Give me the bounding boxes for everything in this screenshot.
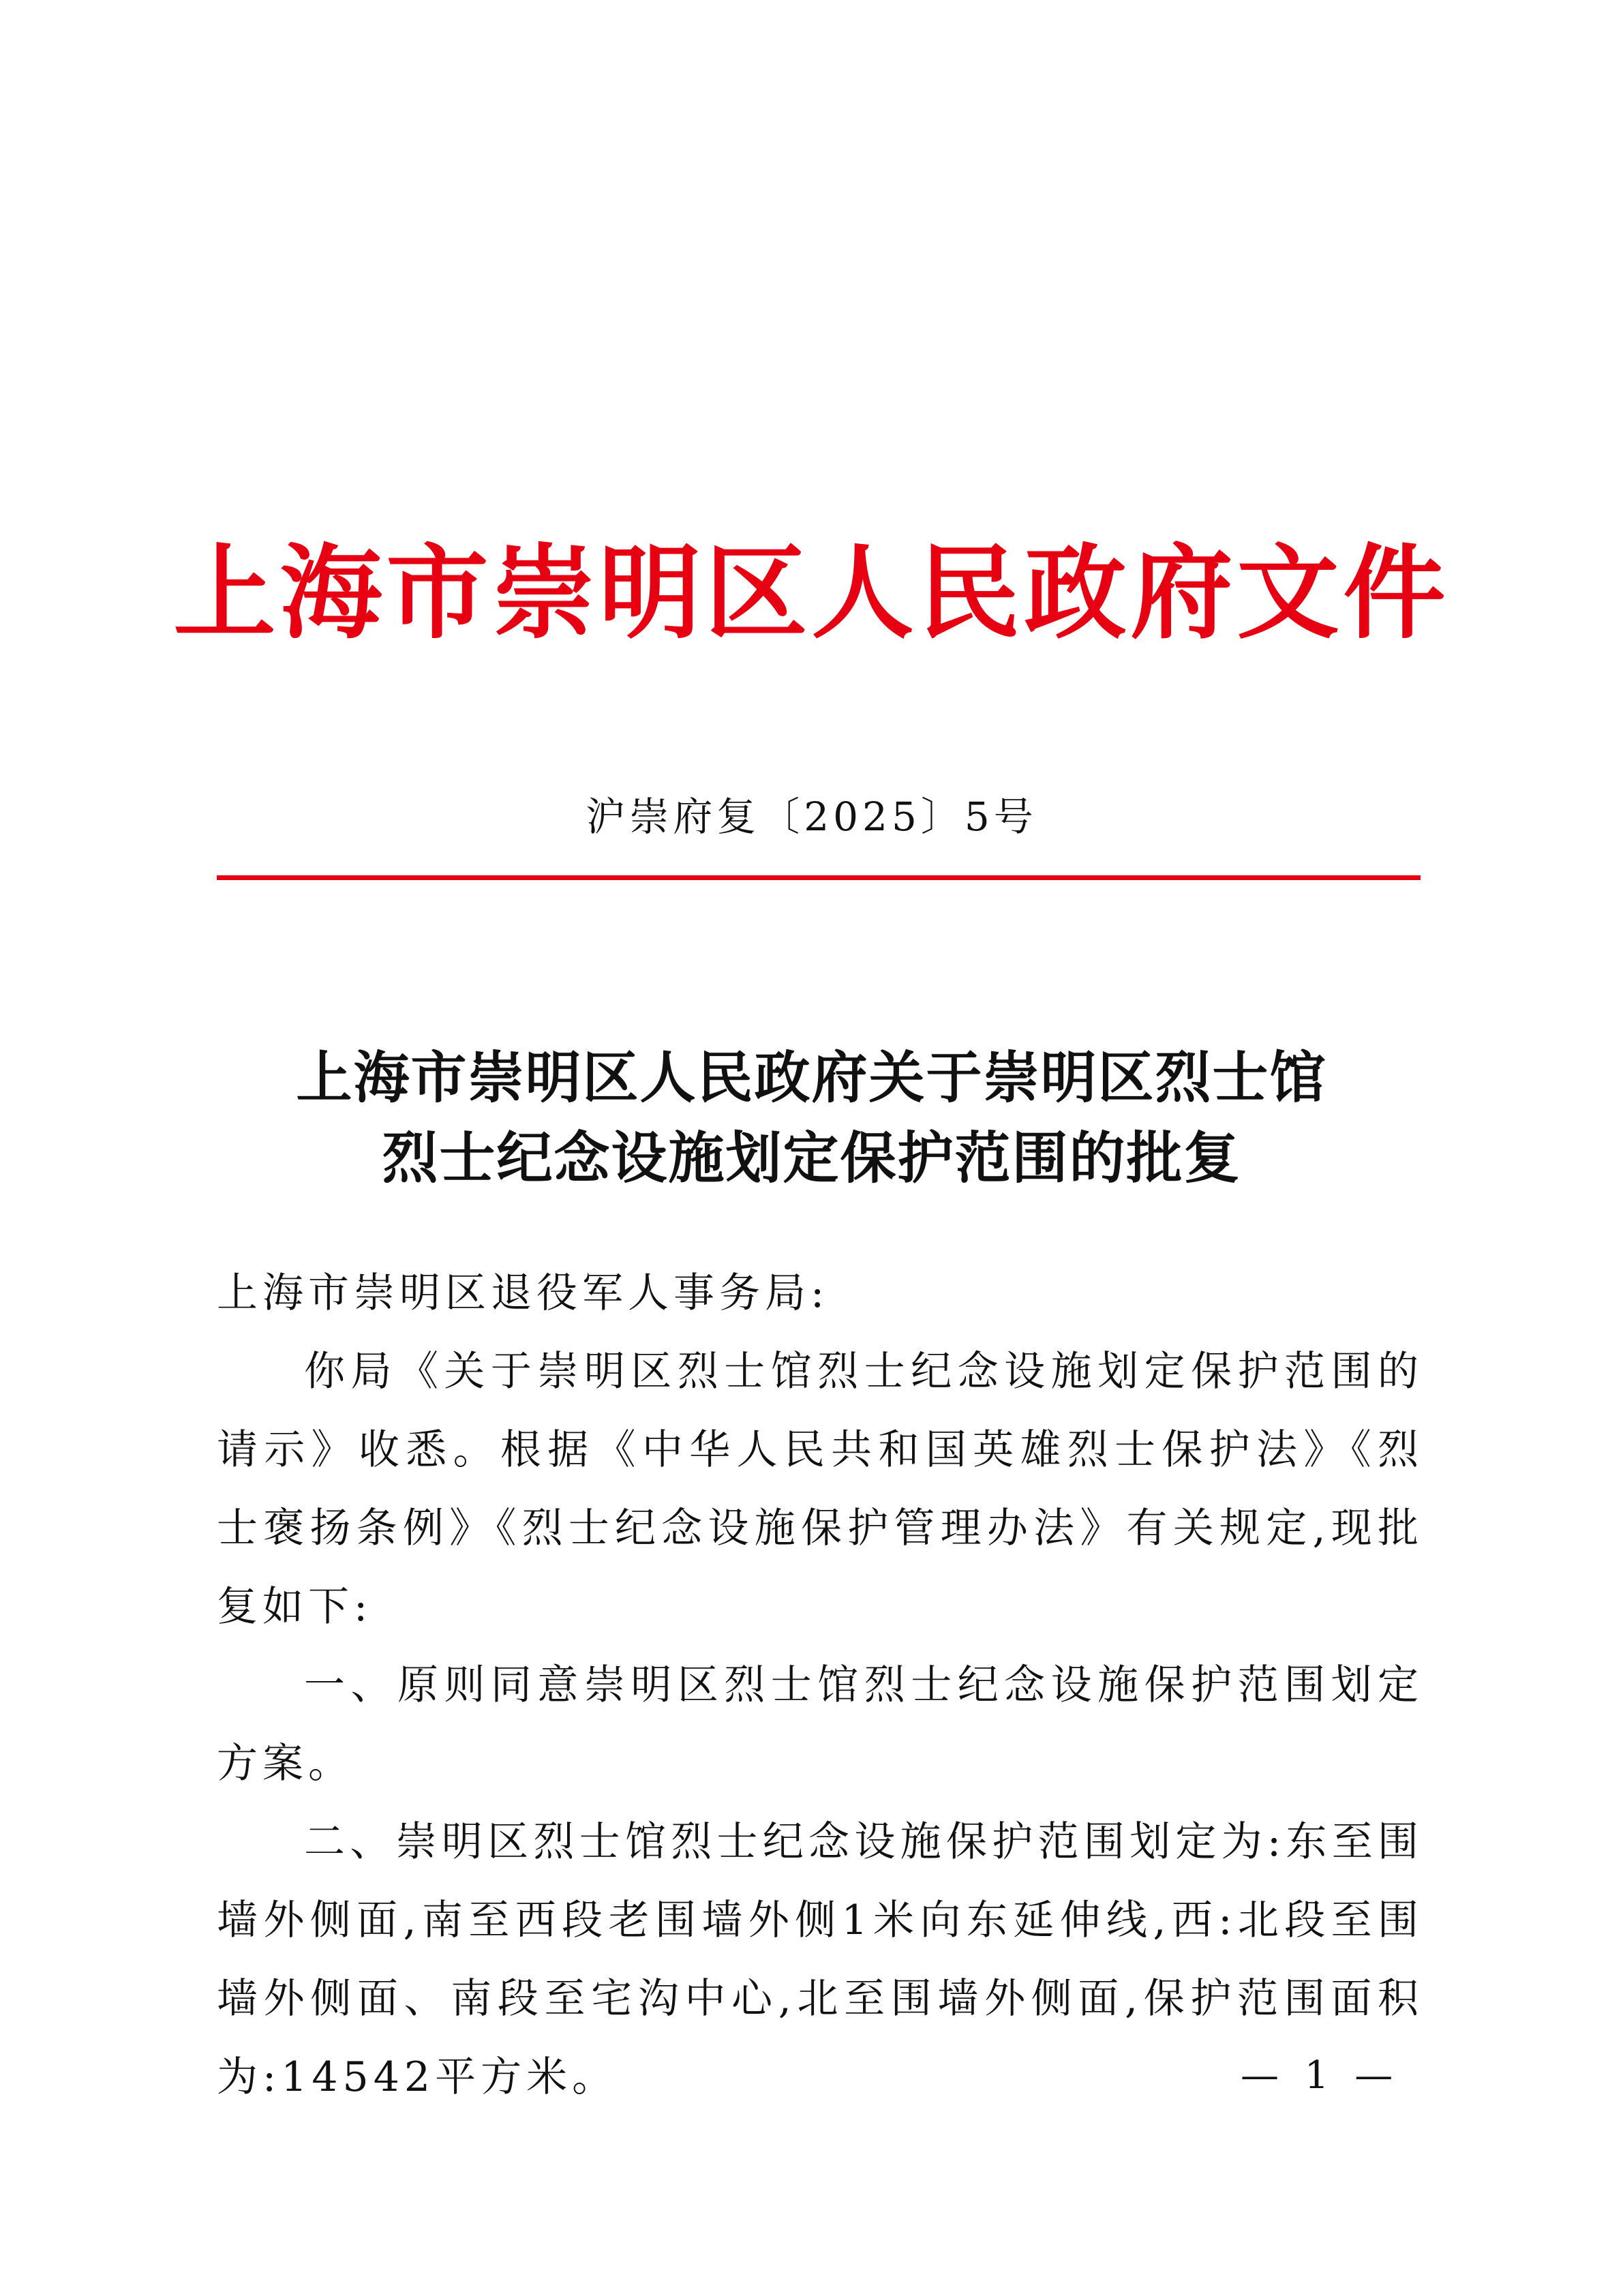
issuer-header-title: 上海市崇明区人民政府文件 bbox=[173, 533, 1450, 653]
page-number: — 1 — bbox=[1241, 2053, 1400, 2098]
addressee: 上海市崇明区退役军人事务局: bbox=[217, 1269, 830, 1317]
document-title-line-2: 烈士纪念设施划定保护范围的批复 bbox=[382, 1126, 1241, 1191]
body-paragraph: 你局《关于崇明区烈士馆烈士纪念设施划定保护范围的请示》收悉。根据《中华人民共和国英雄烈士保护法》《烈士褒扬条例》《烈士纪念设施保护管理办法》有关规定,现批复如下: bbox=[217, 1348, 1423, 1631]
body-paragraph: 二、崇明区烈士馆烈士纪念设施保护范围划定为:东至围墙外侧面,南至西段老围墙外侧1米向东延伸线,西:北段至围墙外侧面、南段至宅沟中心,北至围墙外侧面,保护范围面积为:14542平方米。 bbox=[217, 1818, 1423, 2101]
body-paragraph: 一、原则同意崇明区烈士馆烈士纪念设施保护范围划定方案。 bbox=[217, 1661, 1423, 1787]
document-title-line-1: 上海市崇明区人民政府关于崇明区烈士馆 bbox=[296, 1045, 1327, 1111]
document-body bbox=[217, 1254, 1423, 2117]
document-title bbox=[0, 1038, 1623, 1198]
document-number: 沪崇府复〔2025〕5号 bbox=[586, 794, 1037, 840]
red-separator-line bbox=[217, 875, 1421, 880]
